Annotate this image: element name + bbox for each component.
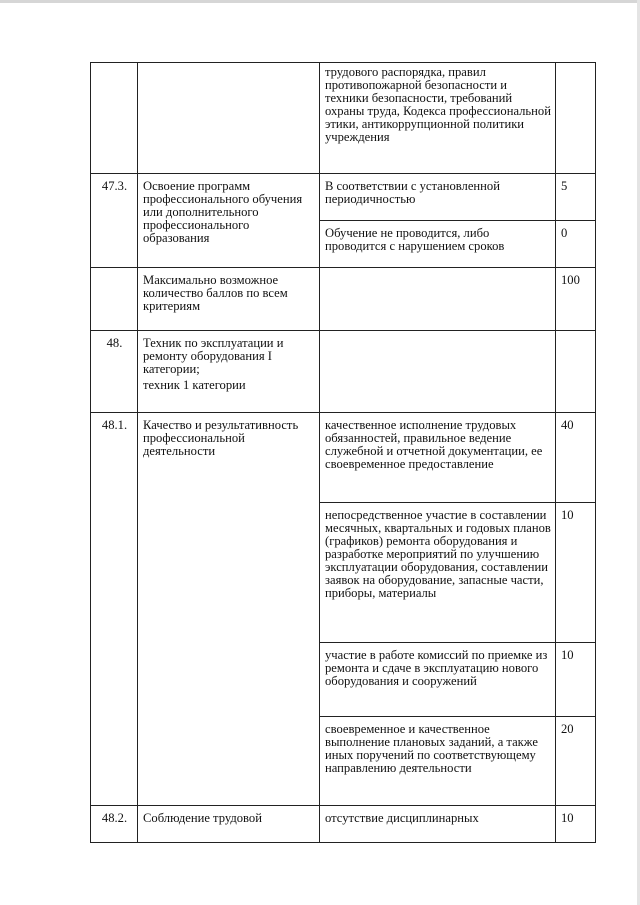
criteria-table [90, 62, 596, 843]
table-row [91, 806, 596, 843]
points-cell: 10 [556, 643, 596, 717]
indicator-cell: Обучение не проводится, либо проводится с нарушением сроков [320, 221, 556, 268]
table-row [91, 413, 596, 503]
table-row [91, 174, 596, 221]
indicator-cell: отсутствие дисциплинарных [320, 806, 556, 843]
row-number: 48.2. [91, 806, 138, 843]
points-cell [556, 331, 596, 413]
scan-edge [0, 0, 640, 3]
points-cell [556, 63, 596, 174]
points-cell: 0 [556, 221, 596, 268]
indicator-cell [320, 268, 556, 331]
table-row [91, 331, 596, 413]
row-number: 48. [91, 331, 138, 413]
criterion-extra: техник 1 категории [143, 378, 246, 392]
points-cell: 100 [556, 268, 596, 331]
criterion-cell [138, 331, 320, 413]
indicator-cell: трудового распорядка, правил противопожарной безопасности и техники безопасности, требований охраны труда, Кодекса профессиональной этики, антикоррупционной политики учреждения [320, 63, 556, 174]
indicator-cell: В соответствии с установленной периодичностью [320, 174, 556, 221]
row-number [91, 268, 138, 331]
points-cell: 40 [556, 413, 596, 503]
criterion-cell: Соблюдение трудовой [138, 806, 320, 843]
row-number: 48.1. [91, 413, 138, 806]
table-row [91, 268, 596, 331]
indicator-cell [320, 331, 556, 413]
points-cell: 20 [556, 717, 596, 806]
row-number: 47.3. [91, 174, 138, 268]
criterion-cell: Качество и результативность профессиональной деятельности [138, 413, 320, 806]
points-cell: 5 [556, 174, 596, 221]
criterion-cell: Максимально возможное количество баллов по всем критериям [138, 268, 320, 331]
indicator-cell: качественное исполнение трудовых обязанностей, правильное ведение служебной и отчетной документации, ее своевременное предоставление [320, 413, 556, 503]
row-number [91, 63, 138, 174]
criterion-cell: Освоение программ профессионального обучения или дополнительного профессионального образования [138, 174, 320, 268]
criterion-cell [138, 63, 320, 174]
indicator-cell: участие в работе комиссий по приемке из ремонта и сдаче в эксплуатацию нового оборудования и сооружений [320, 643, 556, 717]
table-row [91, 63, 596, 174]
indicator-cell: непосредственное участие в составлении месячных, квартальных и годовых планов (графиков) ремонта оборудования и разработке мероприятий по улучшению эксплуатации оборудования, составлении заявок на оборудование, запасные части, приборы, материалы [320, 503, 556, 643]
points-cell: 10 [556, 503, 596, 643]
indicator-cell: своевременное и качественное выполнение плановых заданий, а также иных поручений по соответствующему направлению деятельности [320, 717, 556, 806]
points-cell: 10 [556, 806, 596, 843]
criterion-text: Техник по эксплуатации и ремонту оборудования I категории; [143, 336, 284, 376]
